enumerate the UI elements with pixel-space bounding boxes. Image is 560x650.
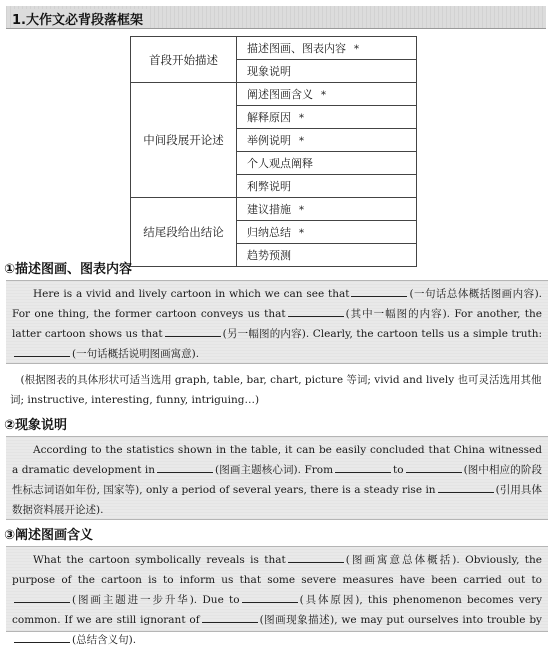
star-mark: * bbox=[321, 90, 326, 101]
template-paragraph: Here is a vivid and lively cartoon in which we can see that (一句话总体概括图画内容). For one thing, the former cartoon conveys us that (其中一幅图的内容). For another, the latter cartoon shows us that (另一幅图的内容). Clearly, the cartoon tells us a simple truth:(一句话概括说明图画寓意). bbox=[6, 280, 548, 364]
item-cell bbox=[237, 244, 417, 267]
item-cell bbox=[237, 83, 417, 106]
fill-blank bbox=[14, 630, 70, 643]
fill-blank bbox=[351, 284, 407, 297]
item-label: 现象说明 bbox=[247, 65, 291, 78]
section-heading: ③阐述图画含义 bbox=[4, 528, 94, 543]
item-label: 描述图画、图表内容 bbox=[247, 42, 346, 55]
fill-blank bbox=[14, 344, 70, 357]
item-label: 个人观点阐释 bbox=[247, 157, 313, 170]
item-label: 归纳总结 bbox=[247, 226, 291, 239]
item-label: 建议措施 bbox=[247, 203, 291, 216]
fill-blank bbox=[157, 460, 213, 473]
fill-blank bbox=[202, 610, 258, 623]
fill-blank bbox=[406, 460, 462, 473]
fill-blank bbox=[438, 480, 494, 493]
item-cell bbox=[237, 152, 417, 175]
item-cell bbox=[237, 198, 417, 221]
template-paragraph: According to the statistics shown in the table, it can be easily concluded that China witnessed a dramatic development in (图画主题核心词). From to (图中相应的阶段性标志词语如年份, 国家等), only a period of several years, there is a steady rise in (引用具体数据资料展开论述). bbox=[6, 436, 548, 520]
item-label: 阐述图画含义 bbox=[247, 88, 313, 101]
usage-note: (根据图表的具体形状可适当选用 graph, table, bar, chart, picture 等词; vivid and lively 也可灵活选用其他词; instructive, interesting, funny, intriguing…) bbox=[10, 374, 542, 406]
star-mark: * bbox=[299, 136, 304, 147]
item-label: 利弊说明 bbox=[247, 180, 291, 193]
fill-blank bbox=[165, 324, 221, 337]
item-cell bbox=[237, 60, 417, 83]
group-cell: 中间段展开论述 bbox=[131, 83, 237, 198]
section-title: 1.大作文必背段落框架 bbox=[12, 9, 149, 28]
section-title-bar bbox=[6, 6, 546, 29]
star-mark: * bbox=[299, 228, 304, 239]
fill-blank bbox=[242, 590, 298, 603]
star-mark: * bbox=[354, 44, 359, 55]
fill-blank bbox=[288, 550, 344, 563]
group-cell: 首段开始描述 bbox=[131, 37, 237, 83]
item-cell bbox=[237, 175, 417, 198]
item-cell bbox=[237, 106, 417, 129]
item-label: 举例说明 bbox=[247, 134, 291, 147]
star-mark: * bbox=[299, 205, 304, 216]
fill-blank bbox=[335, 460, 391, 473]
item-cell bbox=[237, 37, 417, 60]
table-row bbox=[131, 198, 417, 221]
item-cell bbox=[237, 221, 417, 244]
section-heading: ①描述图画、图表内容 bbox=[4, 262, 133, 277]
item-cell bbox=[237, 129, 417, 152]
star-mark: * bbox=[299, 113, 304, 124]
item-label: 解释原因 bbox=[247, 111, 291, 124]
item-label: 趋势预测 bbox=[247, 249, 291, 262]
fill-blank bbox=[14, 590, 70, 603]
template-paragraph: What the cartoon symbolically reveals is that (图画寓意总体概括). Obviously, the purpose of the cartoon is to inform us that some severe measures have been carried out to(图画主题进一步升华). Due to (具体原因), this phenomenon becomes very common. If we are still ignorant of (图画现象描述), we may put ourselves into trouble by(总结含义句). bbox=[6, 546, 548, 632]
table-row bbox=[131, 83, 417, 106]
group-cell: 结尾段给出结论 bbox=[131, 198, 237, 267]
section-heading: ②现象说明 bbox=[4, 418, 68, 433]
framework-table bbox=[130, 36, 417, 267]
fill-blank bbox=[288, 304, 344, 317]
table-row bbox=[131, 37, 417, 60]
